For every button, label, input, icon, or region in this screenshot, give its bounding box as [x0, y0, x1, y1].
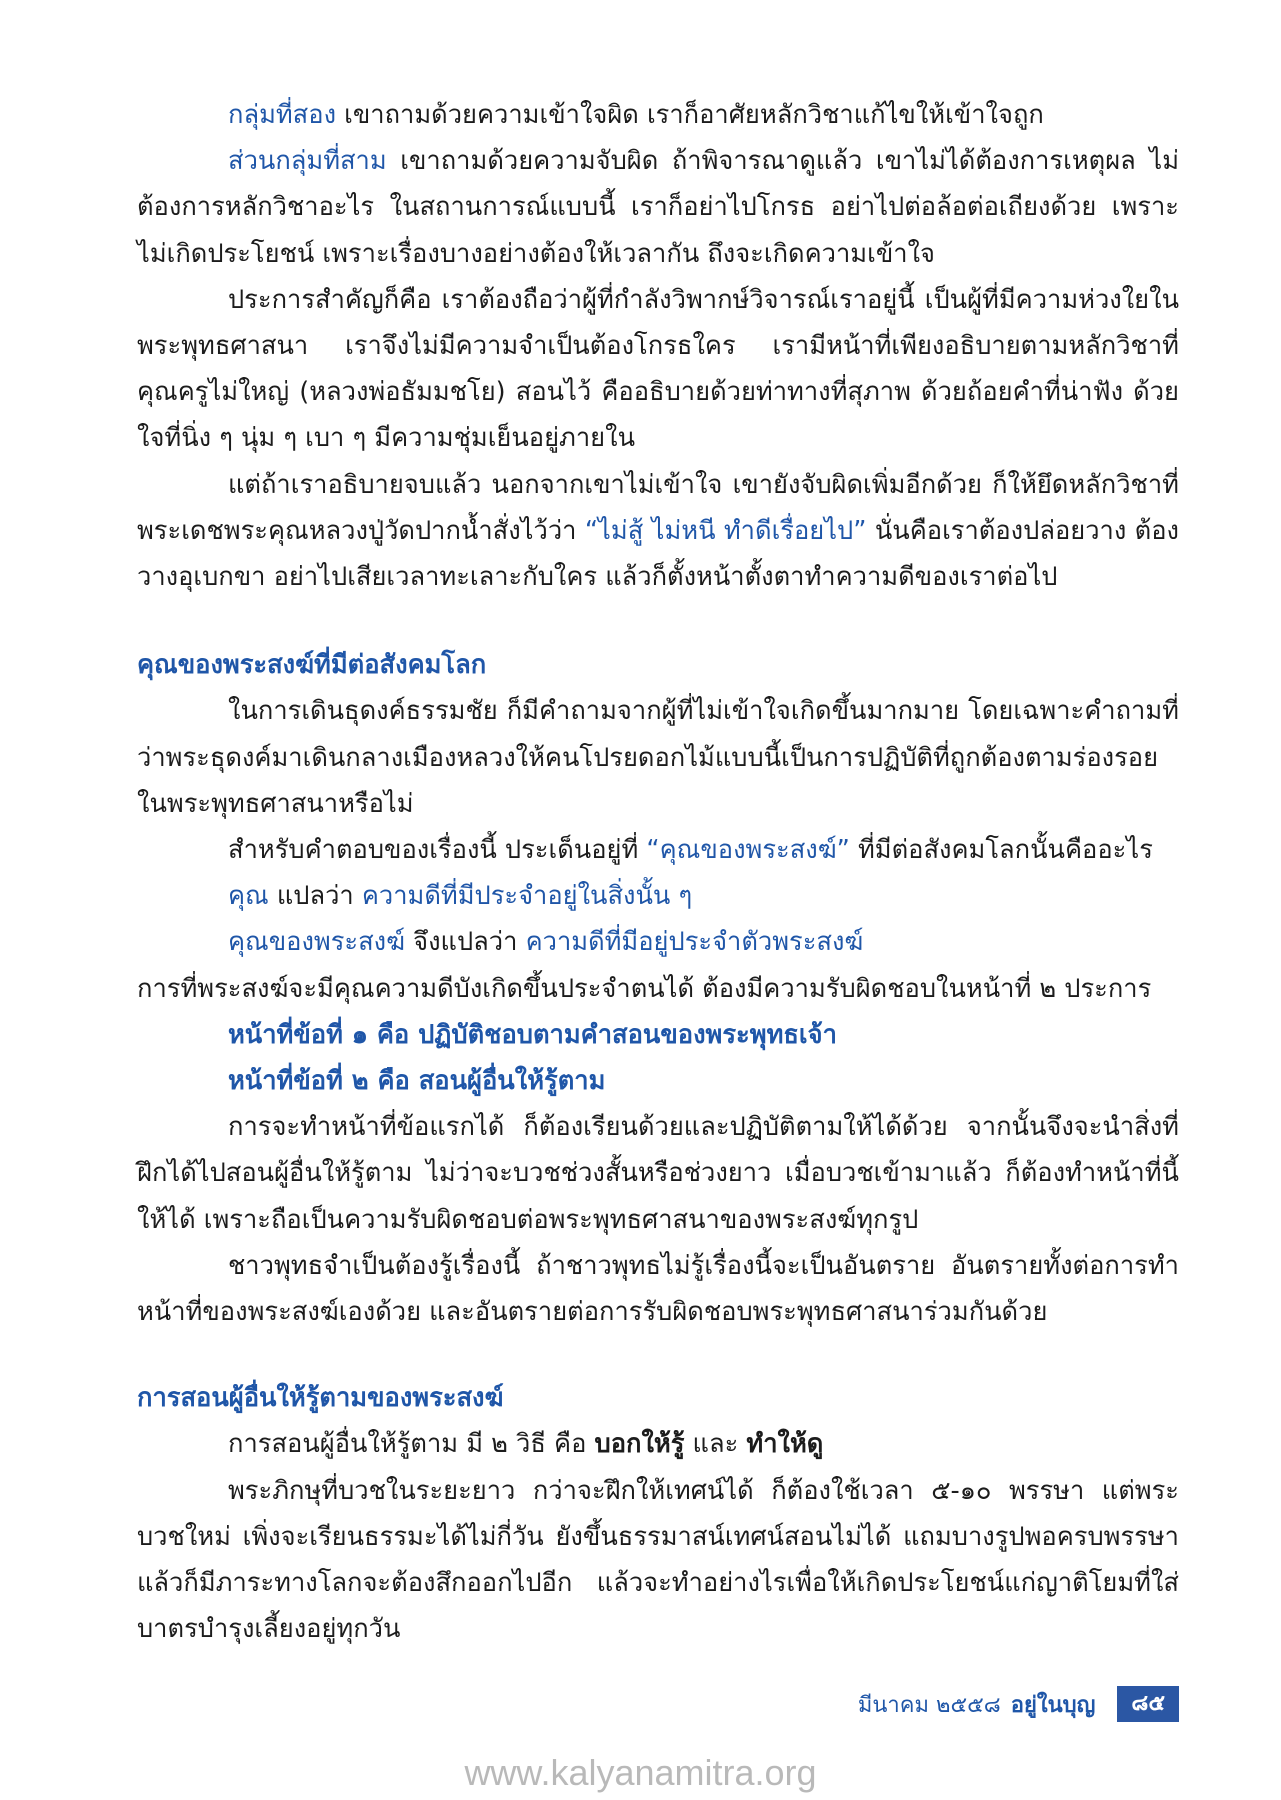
- paragraph-two-duties: การที่พระสงฆ์จะมีคุณความดีบังเกิดขึ้นประจำตนได้ ต้องมีความรับผิดชอบในหน้าที่ ๒ ประการ: [137, 973, 1152, 1004]
- definition-term: คุณ: [228, 881, 269, 912]
- method-tell: บอกให้รู้: [594, 1429, 685, 1460]
- definition-monk-virtue: [137, 919, 1179, 965]
- paragraph-answer: [137, 827, 1179, 873]
- paragraph-group-two: [137, 92, 1179, 138]
- answer-text-before: สำหรับคำตอบของเรื่องนี้ ประเด็นอยู่ที่: [228, 835, 647, 866]
- definition-mid-2: จึงแปลว่า: [405, 927, 526, 958]
- paragraph-buddhists: ชาวพุทธจำเป็นต้องรู้เรื่องนี้ ถ้าชาวพุทธไม่รู้เรื่องนี้จะเป็นอันตราย อันตรายทั้งต่อการทำหน้าที่ของพระสงฆ์เองด้วย และอันตรายต่อการรับผิดชอบพระพุทธศาสนาร่วมกันด้วย: [137, 1250, 1179, 1328]
- paragraph-principle: [137, 462, 1179, 601]
- page-footer: [858, 1686, 1179, 1722]
- definition-meaning: ความดีที่มีประจำอยู่ในสิ่งนั้น ๆ: [361, 881, 693, 912]
- magazine-name: อยู่ในบุญ: [1010, 1692, 1096, 1718]
- duty-one: หน้าที่ข้อที่ ๑ คือ ปฏิบัติชอบตามคำสอนของพระพุทธเจ้า: [228, 1019, 837, 1050]
- label-group-three: ส่วนกลุ่มที่สาม: [228, 146, 387, 177]
- definition-virtue: [137, 873, 1179, 919]
- issue-date: มีนาคม ๒๕๕๘: [857, 1692, 1001, 1718]
- page-number: ๘๕: [1117, 1686, 1179, 1722]
- article-body: [137, 92, 1179, 1653]
- text-group-two: เขาถามด้วยความเข้าใจผิด เราก็อาศัยหลักวิชาแก้ไขให้เข้าใจถูก: [336, 100, 1044, 130]
- label-group-two: กลุ่มที่สอง: [228, 100, 337, 130]
- paragraph-dhutanga: ในการเดินธุดงค์ธรรมชัย ก็มีคำถามจากผู้ที่ไม่เข้าใจเกิดขึ้นมากมาย โดยเฉพาะคำถามที่ว่าพระธุดงค์มาเดินกลางเมืองหลวงให้คนโปรยดอกไม้แบบนี้เป็นการปฏิบัติที่ถูกต้องตามร่องรอยในพระพุทธศาสนาหรือไม่: [137, 696, 1179, 819]
- definition-meaning-2: ความดีที่มีอยู่ประจำตัวพระสงฆ์: [525, 927, 864, 958]
- methods-text-mid: และ: [684, 1429, 747, 1460]
- principle-text-before: แต่ถ้าเราอธิบายจบแล้ว นอกจากเขาไม่เข้าใจ เขายังจับผิดเพิ่มอีกด้วย ก็ให้ยึดหลักวิชาที่พระเดชพระคุณหลวงปู่วัดปากน้ำสั่งไว้ว่า: [137, 469, 1179, 546]
- principle-quote: “ไม่สู้ ไม่หนี ทำดีเรื่อยไป”: [584, 515, 867, 546]
- definition-mid: แปลว่า: [268, 881, 362, 912]
- answer-text-after: ที่มีต่อสังคมโลกนั้นคืออะไร: [849, 835, 1153, 866]
- paragraph-important-point: ประการสำคัญก็คือ เราต้องถือว่าผู้ที่กำลังวิพากษ์วิจารณ์เราอยู่นี้ เป็นผู้ที่มีความห่วงใยในพระพุทธศาสนา เราจึงไม่มีความจำเป็นต้องโกรธใคร เรามีหน้าที่เพียงอธิบายตามหลักวิชาที่คุณครูไม่ใหญ่ (หลวงพ่อธัมมชโย) สอนไว้ คืออธิบายด้วยท่าทางที่สุภาพ ด้วยถ้อยคำที่น่าฟัง ด้วยใจที่นิ่ง ๆ นุ่ม ๆ เบา ๆ มีความชุ่มเย็นอยู่ภายใน: [137, 284, 1179, 454]
- section-heading-teaching: การสอนผู้อื่นให้รู้ตามของพระสงฆ์: [137, 1383, 504, 1414]
- answer-quote: “คุณของพระสงฆ์”: [646, 835, 850, 866]
- paragraph-first-duty: การจะทำหน้าที่ข้อแรกได้ ก็ต้องเรียนด้วยและปฏิบัติตามให้ได้ด้วย จากนั้นจึงจะนำสิ่งที่ฝึกได้ไปสอนผู้อื่นให้รู้ตาม ไม่ว่าจะบวชช่วงสั้นหรือช่วงยาว เมื่อบวชเข้ามาแล้ว ก็ต้องทำหน้าที่นี้ให้ได้ เพราะถือเป็นความรับผิดชอบต่อพระพุทธศาสนาของพระสงฆ์ทุกรูป: [137, 1112, 1179, 1235]
- principle-text-after: นั่นคือเราต้องปล่อยวาง ต้องวางอุเบกขา อย่าไปเสียเวลาทะเลาะกับใคร แล้วก็ตั้งหน้าตั้งตาทำความดีของเราต่อไป: [137, 515, 1179, 593]
- website-watermark: www.kalyanamitra.org: [464, 1752, 817, 1793]
- section-heading-virtue: คุณของพระสงฆ์ที่มีต่อสังคมโลก: [137, 650, 487, 681]
- methods-text-before: การสอนผู้อื่นให้รู้ตาม มี ๒ วิธี คือ: [228, 1429, 595, 1460]
- duty-two: หน้าที่ข้อที่ ๒ คือ สอนผู้อื่นให้รู้ตาม: [228, 1066, 606, 1097]
- method-show: ทำให้ดู: [746, 1429, 824, 1460]
- text-group-three: เขาถามด้วยความจับผิด ถ้าพิจารณาดูแล้ว เขาไม่ได้ต้องการเหตุผล ไม่ต้องการหลักวิชาอะไร ในสถานการณ์แบบนี้ เราก็อย่าไปโกรธ อย่าไปต่อล้อต่อเถียงด้วย เพราะไม่เกิดประโยชน์ เพราะเรื่องบางอย่างต้องให้เวลากัน ถึงจะเกิดความเข้าใจ: [137, 146, 1179, 269]
- definition-term-2: คุณของพระสงฆ์: [228, 927, 406, 958]
- paragraph-group-three: [137, 138, 1179, 277]
- paragraph-two-methods: [137, 1421, 1179, 1467]
- paragraph-monks-long-term: พระภิกษุที่บวชในระยะยาว กว่าจะฝึกให้เทศน์ได้ ก็ต้องใช้เวลา ๕-๑๐ พรรษา แต่พระบวชใหม่ เพิ่งจะเรียนธรรมะได้ไม่กี่วัน ยังขึ้นธรรมาสน์เทศน์สอนไม่ได้ แถมบางรูปพอครบพรรษาแล้วก็มีภาระทางโลกจะต้องสึกออกไปอีก แล้วจะทำอย่างไรเพื่อให้เกิดประโยชน์แก่ญาติโยมที่ใส่บาตรบำรุงเลี้ยงอยู่ทุกวัน: [137, 1475, 1179, 1645]
